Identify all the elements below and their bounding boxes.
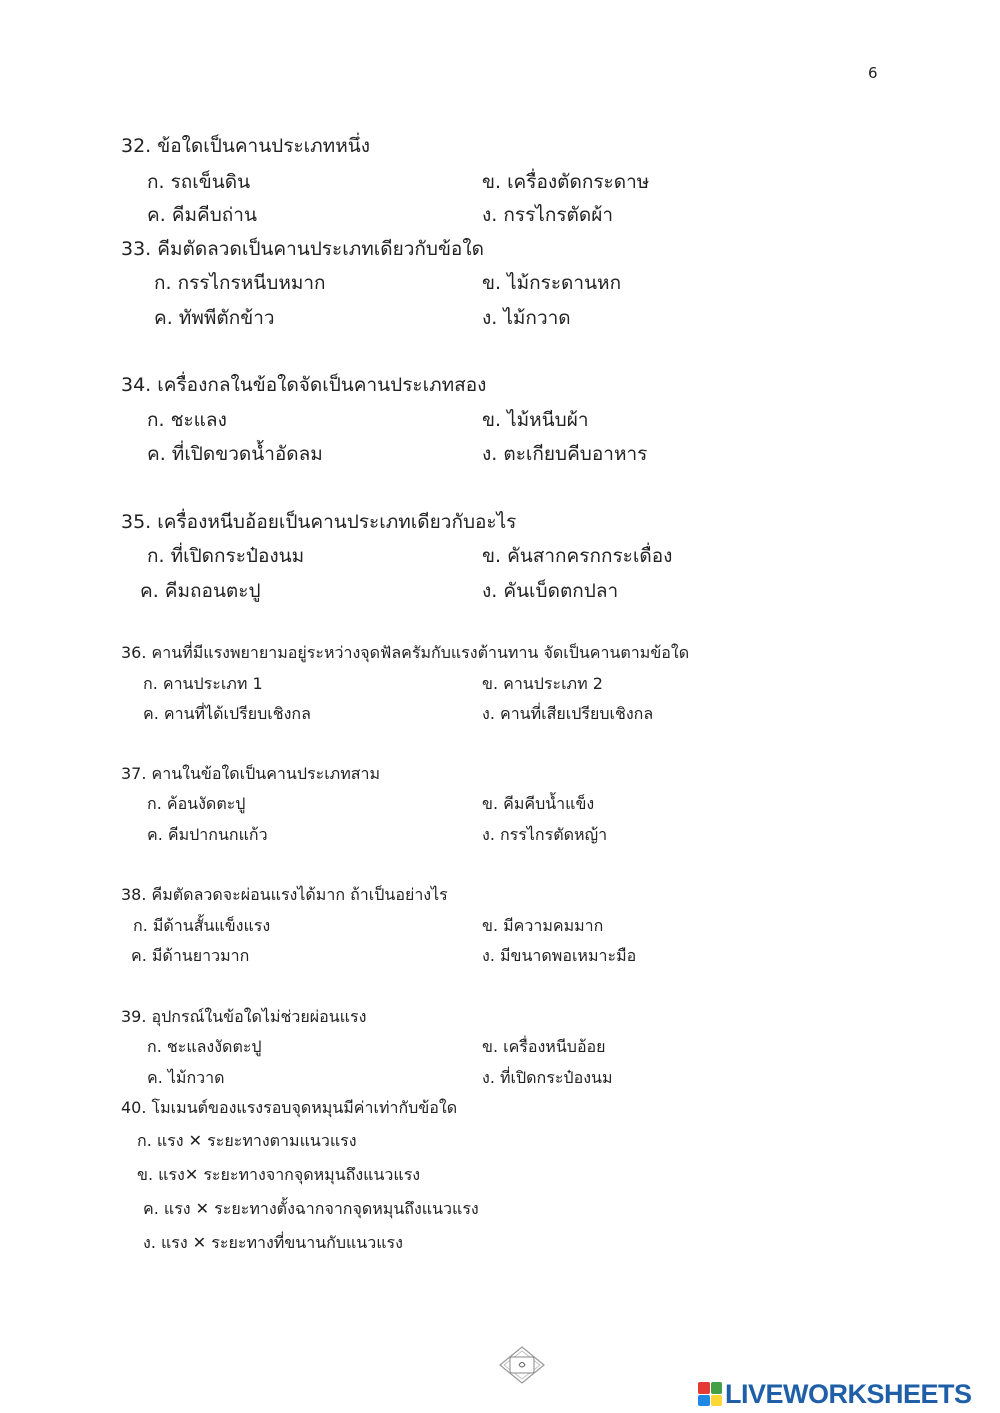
option-38-b[interactable]: ข. มีความคมมาก (482, 916, 604, 935)
question-40: 40. โมเมนต์ของแรงรอบจุดหมุนมีค่าเท่ากับข้อใด (121, 1098, 458, 1117)
option-40-a[interactable]: ก. แรง ✕ ระยะทางตามแนวแรง (137, 1131, 357, 1150)
page-number: 6 (868, 64, 878, 82)
option-37-a[interactable]: ก. ค้อนงัดตะปู (147, 794, 246, 813)
option-35-a[interactable]: ก. ที่เปิดกระป๋องนม (147, 545, 305, 567)
option-37-c[interactable]: ค. คีมปากนกแก้ว (147, 825, 268, 844)
option-39-b[interactable]: ข. เครื่องหนีบอ้อย (482, 1037, 606, 1056)
question-38: 38. คีมตัดลวดจะผ่อนแรงได้มาก ถ้าเป็นอย่างไร (121, 885, 448, 904)
option-33-d[interactable]: ง. ไม้กวาด (482, 307, 571, 329)
option-35-c[interactable]: ค. คีมถอนตะปู (140, 580, 261, 602)
option-33-a[interactable]: ก. กรรไกรหนีบหมาก (154, 272, 326, 294)
option-39-d[interactable]: ง. ที่เปิดกระป๋องนม (482, 1068, 613, 1087)
question-39: 39. อุปกรณ์ในข้อใดไม่ช่วยผ่อนแรง (121, 1007, 367, 1026)
option-32-c[interactable]: ค. คีมคีบถ่าน (147, 204, 257, 226)
option-37-d[interactable]: ง. กรรไกรตัดหญ้า (482, 825, 608, 844)
option-36-c[interactable]: ค. คานที่ได้เปรียบเชิงกล (143, 704, 311, 723)
question-33: 33. คีมตัดลวดเป็นคานประเภทเดียวกับข้อใด (121, 238, 484, 260)
option-36-b[interactable]: ข. คานประเภท 2 (482, 674, 603, 693)
question-36: 36. คานที่มีแรงพยายามอยู่ระหว่างจุดฟัลครัมกับแรงต้านทาน จัดเป็นคานตามข้อใด (121, 643, 690, 662)
option-39-c[interactable]: ค. ไม้กวาด (147, 1068, 225, 1087)
option-35-b[interactable]: ข. คันสากครกกระเดื่อง (482, 545, 673, 567)
option-36-d[interactable]: ง. คานที่เสียเปรียบเชิงกล (482, 704, 654, 723)
page-ornament-icon (497, 1345, 547, 1385)
option-34-a[interactable]: ก. ชะแลง (147, 409, 227, 431)
liveworksheets-logo-icon (698, 1382, 722, 1406)
liveworksheets-brand[interactable] (698, 1378, 972, 1410)
option-37-b[interactable]: ข. คีมคีบน้ำแข็ง (482, 794, 595, 813)
option-40-d[interactable]: ง. แรง ✕ ระยะทางที่ขนานกับแนวแรง (143, 1233, 403, 1252)
question-35: 35. เครื่องหนีบอ้อยเป็นคานประเภทเดียวกับอะไร (121, 511, 517, 533)
option-38-c[interactable]: ค. มีด้านยาวมาก (131, 946, 250, 965)
option-32-d[interactable]: ง. กรรไกรตัดผ้า (482, 204, 614, 226)
question-37: 37. คานในข้อใดเป็นคานประเภทสาม (121, 764, 381, 783)
option-39-a[interactable]: ก. ชะแลงงัดตะปู (147, 1037, 262, 1056)
option-33-b[interactable]: ข. ไม้กระดานหก (482, 272, 622, 294)
option-34-b[interactable]: ข. ไม้หนีบผ้า (482, 409, 589, 431)
question-34: 34. เครื่องกลในข้อใดจัดเป็นคานประเภทสอง (121, 374, 487, 396)
option-38-a[interactable]: ก. มีด้านสั้นแข็งแรง (133, 916, 271, 935)
option-34-c[interactable]: ค. ที่เปิดขวดน้ำอัดลม (147, 443, 323, 465)
option-40-c[interactable]: ค. แรง ✕ ระยะทางตั้งฉากจากจุดหมุนถึงแนวแรง (143, 1199, 479, 1218)
option-36-a[interactable]: ก. คานประเภท 1 (143, 674, 263, 693)
option-40-b[interactable]: ข. แรง✕ ระยะทางจากจุดหมุนถึงแนวแรง (137, 1165, 421, 1184)
option-32-b[interactable]: ข. เครื่องตัดกระดาษ (482, 171, 650, 193)
option-32-a[interactable]: ก. รถเข็นดิน (147, 171, 251, 193)
option-38-d[interactable]: ง. มีขนาดพอเหมาะมือ (482, 946, 637, 965)
option-35-d[interactable]: ง. คันเบ็ดตกปลา (482, 580, 619, 602)
option-33-c[interactable]: ค. ทัพพีตักข้าว (154, 307, 275, 329)
question-32: 32. ข้อใดเป็นคานประเภทหนึ่ง (121, 135, 370, 157)
brand-name: LIVEWORKSHEETS (725, 1378, 972, 1409)
option-34-d[interactable]: ง. ตะเกียบคีบอาหาร (482, 443, 648, 465)
